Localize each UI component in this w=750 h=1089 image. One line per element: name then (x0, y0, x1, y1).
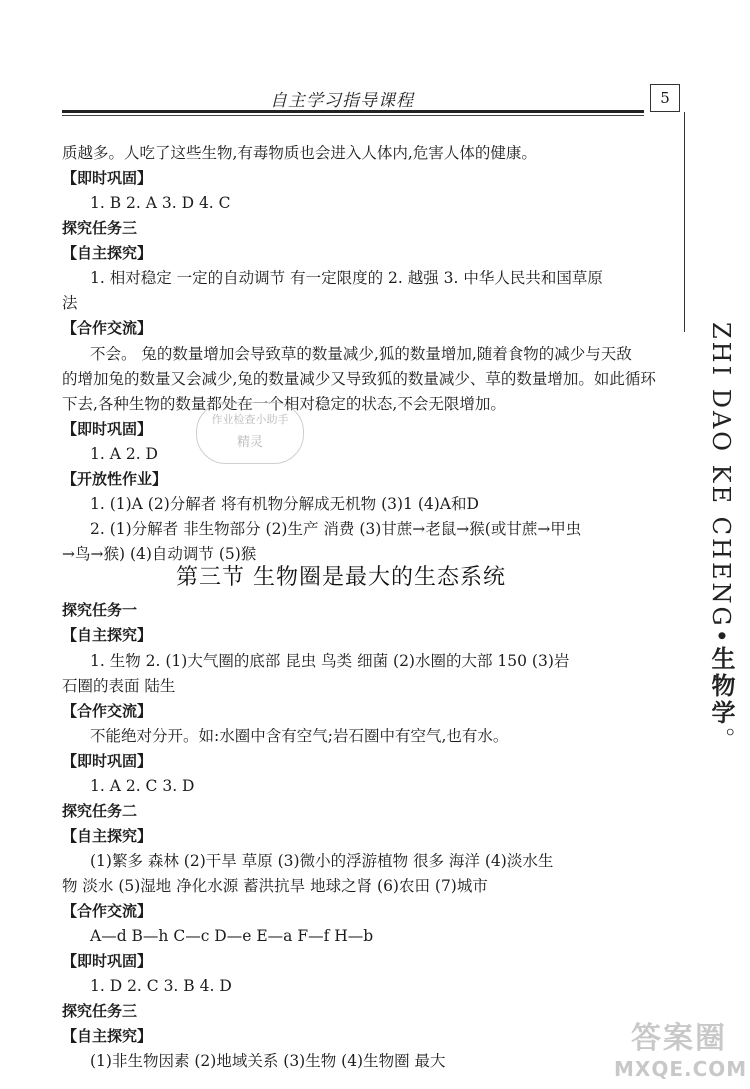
header-rule (62, 110, 644, 113)
task-heading: 探究任务三 (62, 219, 138, 237)
answer-line: 的增加兔的数量又会减少,兔的数量减少又导致狐的数量减少、草的数量增加。如此循环 (62, 370, 656, 388)
task-heading: 探究任务二 (62, 802, 138, 820)
subheading: 【合作交流】 (62, 319, 153, 337)
answer-line: (1)繁多 森林 (2)干旱 草原 (3)微小的浮游植物 很多 海洋 (4)淡水生 (90, 852, 554, 870)
answer-line: 1. 相对稳定 一定的自动调节 有一定限度的 2. 越强 3. 中华人民共和国草原 (90, 269, 603, 287)
watermark-line-2: MXQE.COM (614, 1057, 748, 1081)
answer-line: 1. D 2. C 3. B 4. D (90, 977, 232, 995)
answer-line: 1. 生物 2. (1)大气圈的底部 昆虫 鸟类 细菌 (2)水圈的大部 150 (3)岩 (90, 652, 570, 670)
text-line: 质越多。人吃了这些生物,有毒物质也会进入人体内,危害人体的健康。 (62, 144, 537, 162)
answer-line: 法 (62, 294, 78, 312)
answer-line: 下去,各种生物的数量都处在一个相对稳定的状态,不会无限增加。 (62, 395, 506, 413)
side-subject: 生物学 (707, 645, 736, 727)
side-series-name: ZHI DAO KE CHENG (707, 322, 735, 629)
task-heading: 探究任务三 (62, 1002, 138, 1020)
answer-line: 1. A 2. C 3. D (90, 777, 195, 795)
subheading: 【自主探究】 (62, 626, 153, 644)
answer-line: 不会。 兔的数量增加会导致草的数量减少,狐的数量增加,随着食物的减少与天敌 (90, 345, 632, 363)
answer-line: (1)非生物因素 (2)地域关系 (3)生物 (4)生物圈 最大 (90, 1052, 446, 1070)
subheading: 【即时巩固】 (62, 169, 153, 187)
side-dot: • (707, 628, 735, 646)
side-divider (684, 112, 685, 332)
answer-line: 不能绝对分开。如:水圈中含有空气;岩石圈中有空气,也有水。 (90, 727, 509, 745)
subheading: 【自主探究】 (62, 827, 153, 845)
answer-line: 1. B 2. A 3. D 4. C (90, 194, 231, 212)
answer-line: 物 淡水 (5)湿地 净化水源 蓄洪抗旱 地球之肾 (6)农田 (7)城市 (62, 877, 488, 895)
answer-line: 2. (1)分解者 非生物部分 (2)生产 消费 (3)甘蔗→老鼠→猴(或甘蔗→甲虫 (90, 520, 582, 538)
header-title: 自主学习指导课程 (270, 91, 414, 111)
page-number: 5 (650, 84, 680, 112)
subheading: 【开放性作业】 (62, 470, 168, 488)
subheading: 【即时巩固】 (62, 752, 153, 770)
side-end-mark: 。 (707, 726, 735, 754)
subheading: 【合作交流】 (62, 902, 153, 920)
subheading: 【即时巩固】 (62, 420, 153, 438)
section-title: 第三节 生物圈是最大的生态系统 (176, 565, 506, 590)
answer-line: A—d B—h C—c D—e E—a F—f H—b (90, 927, 374, 945)
stamp-line-2: 精灵 (236, 435, 263, 450)
answer-line: →鸟→猴) (4)自动调节 (5)猴 (62, 545, 257, 563)
side-vertical-text (704, 322, 739, 754)
answer-line: 1. (1)A (2)分解者 将有机物分解成无机物 (3)1 (4)A和D (90, 495, 479, 513)
subheading: 【合作交流】 (62, 702, 153, 720)
watermark-logo (614, 1013, 748, 1083)
stamp-seal (196, 402, 304, 464)
watermark-line-1: 答案圈 (631, 1021, 727, 1056)
subheading: 【即时巩固】 (62, 952, 153, 970)
answer-line: 石圈的表面 陆生 (62, 677, 176, 695)
header-rule-thin (62, 115, 644, 116)
task-heading: 探究任务一 (62, 601, 138, 619)
subheading: 【自主探究】 (62, 244, 153, 262)
stamp-line-1: 作业检查小助手 (211, 413, 289, 426)
subheading: 【自主探究】 (62, 1027, 153, 1045)
answer-line: 1. A 2. D (90, 445, 158, 463)
